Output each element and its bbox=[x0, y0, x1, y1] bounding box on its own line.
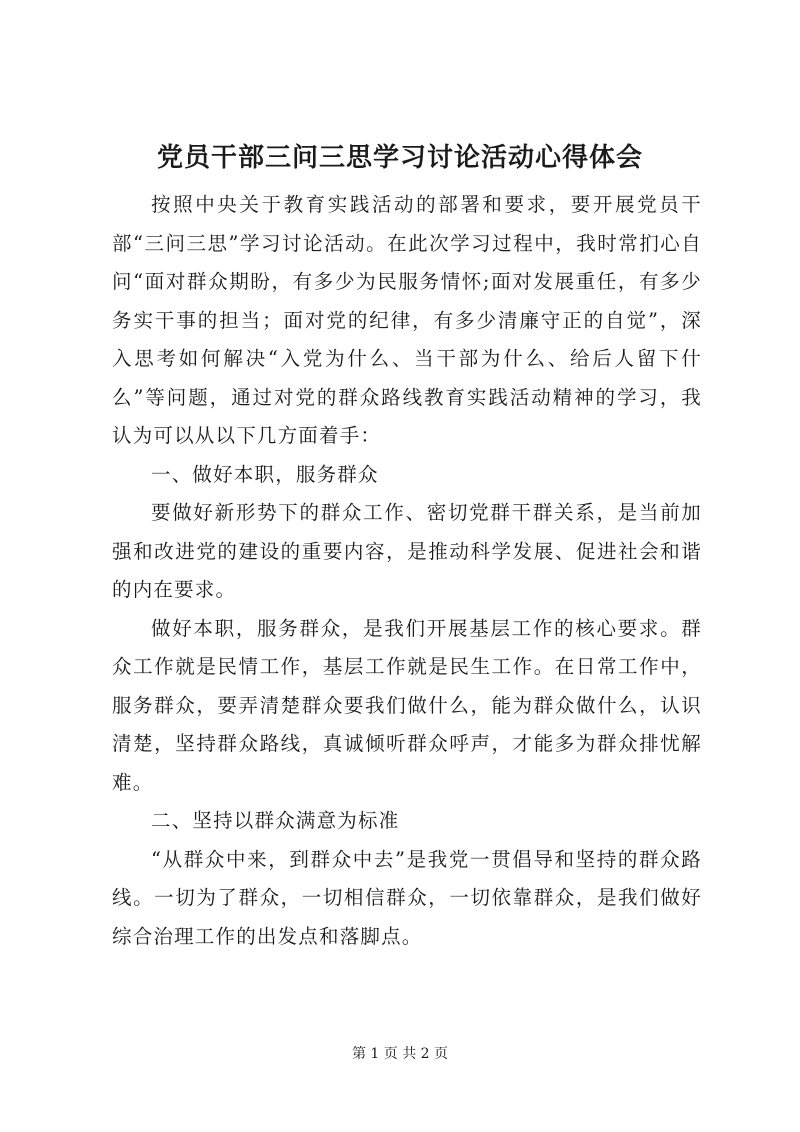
paragraph: “从群众中来，到群众中去”是我党一贯倡导和坚持的群众路线。一切为了群众，一切相信群众，一切依靠群众，是我们做好综合治理工作的出发点和落脚点。 bbox=[112, 847, 702, 948]
page-footer: 第 1 页 共 2 页 bbox=[351, 1046, 449, 1062]
document-body bbox=[112, 186, 702, 956]
document-title: 党员干部三问三思学习讨论活动心得体会 bbox=[156, 143, 643, 173]
paragraph: 要做好新形势下的群众工作、密切党群干群关系，是当前加强和改进党的建设的重要内容，是推动科学发展、促进社会和谐的内在要求。 bbox=[112, 501, 702, 601]
paragraph: 做好本职，服务群众，是我们开展基层工作的核心要求。群众工作就是民情工作，基层工作就是民生工作。在日常工作中，服务群众，要弄清楚群众要我们做什么，能为群众做什么，认识清楚，坚持群众路线，真诚倾听群众呼声，才能多为群众排忧解难。 bbox=[112, 616, 702, 794]
section-heading-2: 二、坚持以群众满意为标准 bbox=[151, 809, 400, 832]
paragraph-intro: 按照中央关于教育实践活动的部署和要求，要开展党员干部“三问三思”学习讨论活动。在此次学习过程中，我时常扪心自问“面对群众期盼，有多少为民服务情怀;面对发展重任，有多少务实干事的担当；面对党的纪律，有多少清廉守正的自觉”，深入思考如何解决“入党为什么、当干部为什么、给后人留下什么”等问题，通过对党的群众路线教育实践活动精神的学习，我认为可以从以下几方面着手： bbox=[112, 193, 702, 447]
section-heading-1: 一、做好本职，服务群众 bbox=[151, 462, 379, 486]
